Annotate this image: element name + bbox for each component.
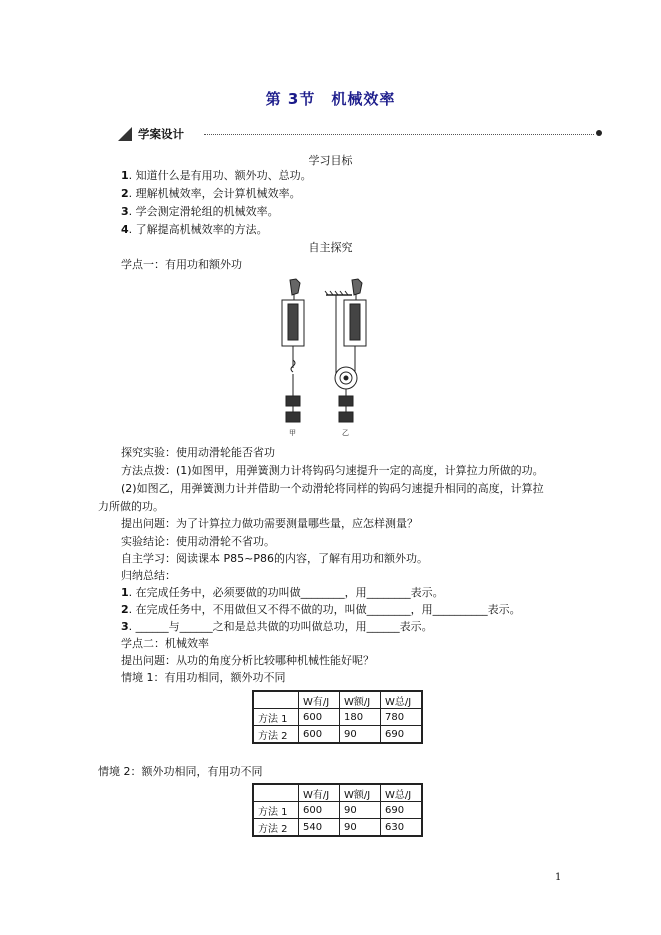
figure-label-left: 甲 xyxy=(289,429,296,437)
table-cell: 540 xyxy=(299,819,340,837)
figure-label-right: 乙 xyxy=(342,429,349,437)
table-header-cell: W总/J xyxy=(381,691,423,709)
dotted-divider xyxy=(204,134,594,135)
table-header-cell: W有/J xyxy=(299,784,340,802)
experiment-line: 探究实验：使用动滑轮能否省功 xyxy=(121,446,275,459)
objective-item: 3. 学会测定滑轮组的机械效率。 xyxy=(121,205,279,218)
pulley-apparatus-right xyxy=(325,279,366,422)
question2-line: 提出问题：从功的角度分析比较哪种机械性能好呢？ xyxy=(121,654,374,667)
table-cell: 方法 1 xyxy=(253,709,299,726)
table-cell: 90 xyxy=(340,726,381,744)
section-triangle-icon xyxy=(118,127,132,141)
table-cell: 600 xyxy=(299,802,340,819)
table-row xyxy=(253,709,422,726)
method1-line: 方法点拨：(1)如图甲，用弹簧测力计将钩码匀速提升一定的高度，计算拉力所做的功。 xyxy=(121,464,544,477)
table-cell: 180 xyxy=(340,709,381,726)
table-scenario-2 xyxy=(252,783,423,837)
table-cell: 600 xyxy=(299,726,340,744)
table-cell: 630 xyxy=(381,819,423,837)
point2-heading: 学点二：机械效率 xyxy=(121,637,209,650)
table-row xyxy=(253,726,422,744)
experiment-figure xyxy=(268,278,393,438)
table-header-row xyxy=(253,784,422,802)
explore-heading: 自主探究 xyxy=(308,241,353,254)
question1-line: 提出问题：为了计算拉力做功需要测量哪些量，应怎样测量？ xyxy=(121,517,418,530)
page-number: 1 xyxy=(555,872,562,883)
table-header-cell xyxy=(253,784,299,802)
method2-line-cont: 力所做的功。 xyxy=(98,500,164,513)
table-header-cell: W额/J xyxy=(340,691,381,709)
section-label: 学案设计 xyxy=(138,127,184,141)
spring-scale-left xyxy=(282,279,304,422)
conclusion-line: 实验结论：使用动滑轮不省功。 xyxy=(121,535,275,548)
objective-item: 2. 理解机械效率，会计算机械效率。 xyxy=(121,187,301,200)
table-scenario-1 xyxy=(252,690,423,744)
table-cell: 690 xyxy=(381,802,423,819)
table-cell: 690 xyxy=(381,726,423,744)
objective-item: 1. 知道什么是有用功、额外功、总功。 xyxy=(121,169,312,182)
section-header-bar xyxy=(118,127,602,145)
table-header-cell: W额/J xyxy=(340,784,381,802)
fill-item-2: 2. 在完成任务中，不用做但又不得不做的功，叫做________，用__________表示。 xyxy=(121,603,521,616)
table-cell: 90 xyxy=(340,802,381,819)
scenario1-line: 情境 1：有用功相同，额外功不同 xyxy=(121,671,286,684)
table-header-cell: W有/J xyxy=(299,691,340,709)
table-cell: 600 xyxy=(299,709,340,726)
fill-item-1: 1. 在完成任务中，必须要做的功叫做________，用________表示。 xyxy=(121,586,444,599)
scenario2-line: 情境 2：额外功相同，有用功不同 xyxy=(98,765,263,778)
table-row xyxy=(253,802,422,819)
table-row xyxy=(253,819,422,837)
table-header-cell xyxy=(253,691,299,709)
summary-line: 归纳总结： xyxy=(121,569,176,582)
selfstudy-line: 自主学习：阅读课本 P85~P86的内容，了解有用功和额外功。 xyxy=(121,552,428,565)
table-cell: 90 xyxy=(340,819,381,837)
divider-end-dot-icon xyxy=(596,130,602,136)
objective-item: 4. 了解提高机械效率的方法。 xyxy=(121,223,268,236)
table-cell: 780 xyxy=(381,709,423,726)
method2-line: (2)如图乙，用弹簧测力计并借助一个动滑轮将同样的钩码匀速提升相同的高度，计算拉 xyxy=(121,482,544,495)
fill-item-3: 3. ______与______之和是总共做的功叫做总功，用______表示。 xyxy=(121,620,433,633)
table-cell: 方法 2 xyxy=(253,726,299,744)
table-header-row xyxy=(253,691,422,709)
table-header-cell: W总/J xyxy=(381,784,423,802)
page-title: 第 3节 机械效率 xyxy=(265,90,396,108)
point1-heading: 学点一：有用功和额外功 xyxy=(121,258,242,271)
table-cell: 方法 1 xyxy=(253,802,299,819)
objectives-heading: 学习目标 xyxy=(308,154,353,167)
table-cell: 方法 2 xyxy=(253,819,299,837)
